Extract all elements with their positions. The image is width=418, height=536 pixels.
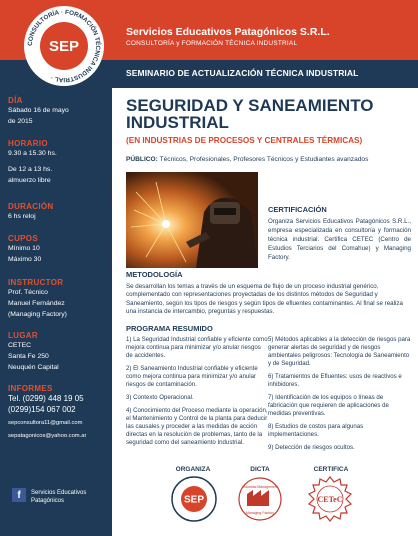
logo-monogram: SEP — [40, 22, 88, 70]
duracion-section — [8, 202, 108, 222]
phone-1: Tel. (0299) 448 19 05 — [8, 394, 84, 403]
cetec-badge — [305, 476, 355, 527]
seminar-label: SEMINARIO DE ACTUALIZACIÓN TÉCNICA INDUSTRIAL — [126, 68, 359, 78]
sep-badge — [171, 476, 217, 527]
facebook-icon[interactable]: f — [12, 488, 26, 502]
instructor-line-3: (Managing Factory) — [8, 311, 67, 318]
cupos-line-1: Mínimo 10 — [8, 245, 40, 252]
informes-section — [8, 384, 108, 442]
lugar-section — [8, 331, 108, 373]
program-item: 9) Detección de riesgos ocultos. — [268, 444, 355, 451]
horario-line-1: 9.30 a 15.30 hs. — [8, 150, 57, 157]
horario-line-3: almuerzo libre — [8, 177, 51, 184]
publico-label: PÚBLICO: — [126, 156, 158, 163]
horario-line-2: De 12 a 13 hs. — [8, 166, 53, 173]
program-left-column — [126, 336, 269, 452]
program-item: 4) Conocimiento del Proceso mediante la operación, el Mantenimiento y Control de la planta para deducir las causales y proceder a las medidas de acción directas en la resolución de problemas, tanto de la seguridad como del saneamiento Industrial. — [126, 407, 268, 446]
mf-line-1: Industrial Management — [242, 485, 278, 489]
method-heading: METODOLOGÍA — [126, 270, 183, 279]
logo-ring-text: CONSULTORÍA · FORMACIÓN TÉCNICA INDUSTRIAL · — [26, 8, 102, 84]
method-text: Se desarrollan los temas a través de un esquema de flujo de un proceso industrial genérico, complementado con representaciones proyectadas de los distintos métodos de Seguridad y Saneamiento, según los tipos de riesgos y según tipos de efluentes contaminantes. Al final se realiza una instancia de intercambio, preguntas y respuestas. — [126, 283, 403, 316]
dia-line-1: Sábado 16 de mayo — [8, 107, 69, 114]
cupos-heading: CUPOS — [8, 234, 38, 243]
program-heading: PROGRAMA RESUMIDO — [126, 324, 213, 333]
program-right-column — [268, 336, 411, 457]
lugar-line-2: Santa Fe 250 — [8, 353, 49, 360]
facebook-line-2: Patagónicos — [31, 498, 65, 504]
instructor-section — [8, 278, 108, 320]
sep-badge-text: SEP — [183, 494, 205, 506]
page-subtitle: (EN INDUSTRIAS DE PROCESOS Y CENTRALES TÉRMICAS) — [126, 136, 363, 145]
dia-heading: DÍA — [8, 96, 23, 105]
organiza-label: ORGANIZA — [175, 466, 211, 473]
phone-2: (0299)154 067 002 — [8, 405, 76, 414]
program-item: 2) El Saneamiento Industrial confiable y eficiente como mejora continua para minimizar y/o anular riesgos de contaminación. — [126, 365, 258, 388]
cert-text: Organiza Servicios Educativos Patagónicos S.R.L., empresa especializada en consultoría y formación técnica industrial. Certifica CETEC (Centro de Estudios Terciarios del Comahue) y Managing Factory. — [268, 218, 411, 261]
sep-logo — [24, 6, 104, 86]
facebook-link[interactable] — [31, 489, 86, 505]
horario-heading: HORARIO — [8, 139, 48, 148]
welder-photo — [126, 172, 258, 268]
cetec-badge-text: CETeC — [317, 495, 343, 504]
title-line-2: INDUSTRIAL — [126, 113, 229, 132]
email-2[interactable]: sepatagonicos@yahoo.com.ar — [8, 433, 87, 439]
informes-heading: INFORMES — [8, 384, 53, 393]
lugar-line-1: CETEC — [8, 342, 32, 349]
instructor-heading: INSTRUCTOR — [8, 278, 64, 287]
cupos-section — [8, 234, 108, 265]
lugar-line-3: Neuquén Capital — [8, 364, 59, 371]
program-item: 3) Contexto Operacional. — [126, 394, 194, 401]
program-item: 6) Tratamientos de Efluentes: usos de reactivos e inhibidores. — [268, 373, 402, 388]
instructor-line-2: Manuel Fernández — [8, 300, 65, 307]
cert-heading: CERTIFICACIÓN — [268, 205, 327, 214]
mf-line-2: Managing Factory — [245, 511, 275, 515]
email-1[interactable]: sepconsultora11@gmail.com — [8, 420, 83, 426]
managing-factory-badge — [235, 476, 285, 527]
instructor-line-1: Prof. Técnico — [8, 289, 48, 296]
page-title — [126, 97, 411, 131]
dia-section — [8, 96, 108, 127]
publico-text: Técnicos, Profesionales, Profesores Técnicos y Estudiantes avanzados — [157, 156, 369, 163]
program-item: 5) Métodos aplicables a la detección de riesgos para generar alertas de seguridad y de riesgos ambientales peligrosos: Tecnología de Saneamiento y de Seguridad. — [268, 336, 411, 367]
cupos-line-2: Máximo 30 — [8, 256, 42, 263]
facebook-line-1: Servicios Educativos — [31, 490, 87, 496]
org-name: Servicios Educativos Patagónicos S.R.L. — [126, 26, 330, 38]
title-line-1: SEGURIDAD Y SANEAMIENTO — [126, 96, 374, 115]
program-item: 7) Identificación de los equipos o líneas de fabricación que requieren de aplicaciones de medidas preventivas. — [268, 394, 389, 417]
program-item: 1) La Seguridad Industrial confiable y eficiente como mejora continua para minimizar y/o anular riesgos de accidentes. — [126, 336, 268, 359]
dia-line-2: de 2015 — [8, 118, 33, 125]
publico-line — [126, 156, 411, 163]
lugar-heading: LUGAR — [8, 331, 38, 340]
org-subtitle: CONSULTORÍA y FORMACIÓN TÉCNICA INDUSTRIAL — [126, 40, 298, 47]
duracion-heading: DURACIÓN — [8, 202, 54, 211]
certifica-label: CERTIFICA — [313, 466, 349, 473]
duracion-line-1: 6 hs reloj — [8, 213, 36, 220]
program-item: 8) Estudios de costos para algunas implementaciones. — [268, 423, 364, 438]
dicta-label: DICTA — [250, 466, 270, 473]
horario-section — [8, 139, 108, 186]
